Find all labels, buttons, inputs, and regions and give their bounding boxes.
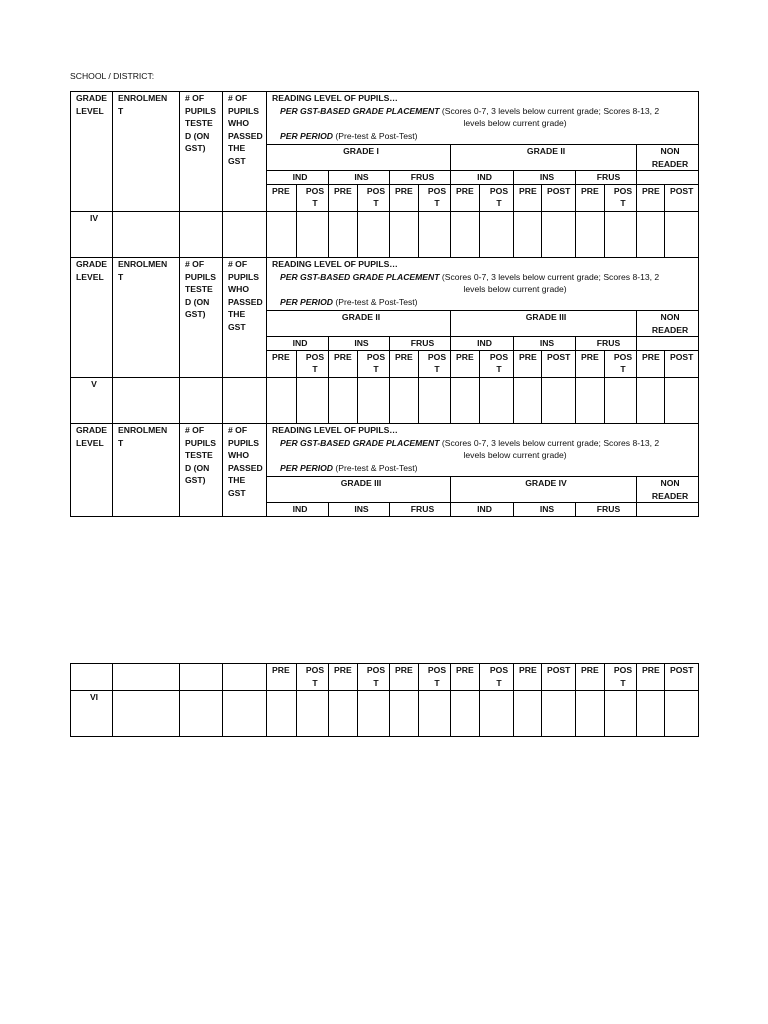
passed-cell[interactable]	[223, 377, 267, 423]
post-header: POS T	[297, 664, 329, 691]
non-reader-sub-blank	[637, 171, 699, 185]
post-header: POS T	[358, 350, 390, 377]
enrolment-cell[interactable]	[113, 377, 180, 423]
data-cell[interactable]	[390, 691, 419, 737]
data-cell[interactable]	[358, 691, 390, 737]
ind-header: IND	[267, 503, 329, 517]
data-cell[interactable]	[480, 211, 514, 257]
grade-b-header: GRADE IV	[451, 477, 637, 503]
pre-header: PRE	[576, 184, 605, 211]
data-cell[interactable]	[542, 211, 576, 257]
post-header: POS T	[605, 350, 637, 377]
enrolment-header: ENROLMEN T	[113, 92, 180, 212]
data-cell[interactable]	[267, 211, 297, 257]
grade-a-header: GRADE I	[267, 145, 451, 171]
reading-level-table-grade-vi-rows	[70, 663, 699, 737]
ind-header: IND	[451, 337, 514, 351]
ins-header: INS	[329, 503, 390, 517]
pre-header: PRE	[390, 664, 419, 691]
tested-cell[interactable]	[180, 211, 223, 257]
grade-a-header: GRADE II	[267, 311, 451, 337]
pupils-tested-header: # OF PUPILS TESTE D (ON GST)	[180, 92, 223, 212]
data-cell[interactable]	[451, 377, 480, 423]
post-header: POS T	[358, 664, 390, 691]
ind-header: IND	[451, 503, 514, 517]
frus-header: FRUS	[576, 171, 637, 185]
pre-header: PRE	[267, 350, 297, 377]
grade-b-header: GRADE III	[451, 311, 637, 337]
data-cell[interactable]	[514, 691, 542, 737]
data-cell[interactable]	[329, 377, 358, 423]
enrolment-header: ENROLMEN T	[113, 424, 180, 517]
ins-header: INS	[514, 337, 576, 351]
grade-level-header: GRADE LEVEL	[71, 92, 113, 212]
reading-level-header: READING LEVEL OF PUPILS… PER GST-BASED GRADE PLACEMENT (Scores 0-7, 3 levels below current grade; Scores 8-13, 2 levels below current grade) PER PERIOD (Pre-test & Post-Test)	[267, 424, 699, 477]
post-header: POS T	[480, 350, 514, 377]
blank-cell	[71, 664, 113, 691]
grade-a-header: GRADE III	[267, 477, 451, 503]
post-header: POST	[542, 664, 576, 691]
pre-header: PRE	[329, 350, 358, 377]
data-cell[interactable]	[419, 691, 451, 737]
pupils-passed-header: # OF PUPILS WHO PASSED THE GST	[223, 92, 267, 212]
data-cell[interactable]	[637, 691, 665, 737]
ind-header: IND	[267, 337, 329, 351]
data-cell[interactable]	[329, 211, 358, 257]
data-cell[interactable]	[605, 377, 637, 423]
ins-header: INS	[514, 171, 576, 185]
data-cell[interactable]	[358, 377, 390, 423]
non-reader-sub-blank	[637, 337, 699, 351]
pre-header: PRE	[637, 664, 665, 691]
pupils-passed-header: # OF PUPILS WHO PASSED THE GST	[223, 258, 267, 378]
data-cell[interactable]	[297, 691, 329, 737]
non-reader-header: NON READER	[637, 145, 699, 171]
pre-header: PRE	[514, 184, 542, 211]
post-header: POST	[542, 184, 576, 211]
data-cell[interactable]	[514, 377, 542, 423]
ins-header: INS	[329, 337, 390, 351]
pupils-tested-header: # OF PUPILS TESTE D (ON GST)	[180, 258, 223, 378]
pre-header: PRE	[267, 184, 297, 211]
data-cell[interactable]	[665, 691, 699, 737]
ins-header: INS	[329, 171, 390, 185]
table-row	[71, 691, 699, 737]
reading-level-table-grade-v	[70, 257, 699, 424]
grade-level-cell: IV	[71, 211, 113, 257]
reading-level-table-grade-vi-header	[70, 423, 699, 517]
data-cell[interactable]	[514, 211, 542, 257]
table-row	[71, 377, 699, 423]
reading-level-header: READING LEVEL OF PUPILS… PER GST-BASED GRADE PLACEMENT (Scores 0-7, 3 levels below current grade; Scores 8-13, 2 levels below current grade) PER PERIOD (Pre-test & Post-Test)	[267, 258, 699, 311]
enrolment-cell[interactable]	[113, 211, 180, 257]
non-reader-header: NON READER	[637, 477, 699, 503]
grade-b-header: GRADE II	[451, 145, 637, 171]
grade-level-header: GRADE LEVEL	[71, 258, 113, 378]
pre-header: PRE	[390, 350, 419, 377]
data-cell[interactable]	[267, 691, 297, 737]
frus-header: FRUS	[390, 171, 451, 185]
pre-header: PRE	[637, 184, 665, 211]
data-cell[interactable]	[419, 211, 451, 257]
data-cell[interactable]	[358, 211, 390, 257]
post-header: POST	[542, 350, 576, 377]
pre-header: PRE	[329, 184, 358, 211]
non-reader-header: NON READER	[637, 311, 699, 337]
data-cell[interactable]	[637, 211, 665, 257]
data-cell[interactable]	[390, 377, 419, 423]
data-cell[interactable]	[451, 211, 480, 257]
post-header: POS T	[419, 184, 451, 211]
frus-header: FRUS	[390, 503, 451, 517]
post-header: POS T	[480, 184, 514, 211]
school-district-label: SCHOOL / DISTRICT:	[70, 71, 155, 81]
data-cell[interactable]	[297, 211, 329, 257]
ins-header: INS	[514, 503, 576, 517]
tested-cell[interactable]	[180, 691, 223, 737]
data-cell[interactable]	[665, 377, 699, 423]
grade-level-cell: V	[71, 377, 113, 423]
data-cell[interactable]	[297, 377, 329, 423]
pre-header: PRE	[451, 350, 480, 377]
pupils-tested-header: # OF PUPILS TESTE D (ON GST)	[180, 424, 223, 517]
blank-cell	[180, 664, 223, 691]
frus-header: FRUS	[576, 503, 637, 517]
pre-header: PRE	[390, 184, 419, 211]
data-cell[interactable]	[329, 691, 358, 737]
data-cell[interactable]	[419, 377, 451, 423]
post-header: POST	[665, 350, 699, 377]
enrolment-header: ENROLMEN T	[113, 258, 180, 378]
blank-cell	[223, 664, 267, 691]
frus-header: FRUS	[576, 337, 637, 351]
ind-header: IND	[267, 171, 329, 185]
post-header: POS T	[480, 664, 514, 691]
ind-header: IND	[451, 171, 514, 185]
tested-cell[interactable]	[180, 377, 223, 423]
data-cell[interactable]	[576, 211, 605, 257]
post-header: POST	[665, 184, 699, 211]
pre-header: PRE	[637, 350, 665, 377]
post-header: POS T	[605, 184, 637, 211]
reading-level-table-grade-iv	[70, 91, 699, 258]
passed-cell[interactable]	[223, 691, 267, 737]
post-header: POS T	[297, 184, 329, 211]
pre-header: PRE	[576, 664, 605, 691]
post-header: POS T	[358, 184, 390, 211]
data-cell[interactable]	[605, 211, 637, 257]
enrolment-cell[interactable]	[113, 691, 180, 737]
data-cell[interactable]	[637, 377, 665, 423]
data-cell[interactable]	[267, 377, 297, 423]
passed-cell[interactable]	[223, 211, 267, 257]
pre-header: PRE	[514, 350, 542, 377]
post-header: POS T	[419, 664, 451, 691]
data-cell[interactable]	[451, 691, 480, 737]
data-cell[interactable]	[542, 377, 576, 423]
data-cell[interactable]	[605, 691, 637, 737]
data-cell[interactable]	[542, 691, 576, 737]
post-header: POST	[665, 664, 699, 691]
frus-header: FRUS	[390, 337, 451, 351]
data-cell[interactable]	[480, 377, 514, 423]
non-reader-sub-blank	[637, 503, 699, 517]
pupils-passed-header: # OF PUPILS WHO PASSED THE GST	[223, 424, 267, 517]
pre-header: PRE	[451, 664, 480, 691]
data-cell[interactable]	[576, 691, 605, 737]
reading-level-header: READING LEVEL OF PUPILS… PER GST-BASED GRADE PLACEMENT (Scores 0-7, 3 levels below current grade; Scores 8-13, 2 levels below current grade) PER PERIOD (Pre-test & Post-Test)	[267, 92, 699, 145]
post-header: POS T	[419, 350, 451, 377]
pre-header: PRE	[267, 664, 297, 691]
data-cell[interactable]	[390, 211, 419, 257]
post-header: POS T	[297, 350, 329, 377]
post-header: POS T	[605, 664, 637, 691]
pre-header: PRE	[514, 664, 542, 691]
pre-header: PRE	[576, 350, 605, 377]
pre-header: PRE	[329, 664, 358, 691]
data-cell[interactable]	[576, 377, 605, 423]
pre-header: PRE	[451, 184, 480, 211]
data-cell[interactable]	[665, 211, 699, 257]
grade-level-header: GRADE LEVEL	[71, 424, 113, 517]
data-cell[interactable]	[480, 691, 514, 737]
grade-level-cell: VI	[71, 691, 113, 737]
blank-cell	[113, 664, 180, 691]
table-row	[71, 211, 699, 257]
